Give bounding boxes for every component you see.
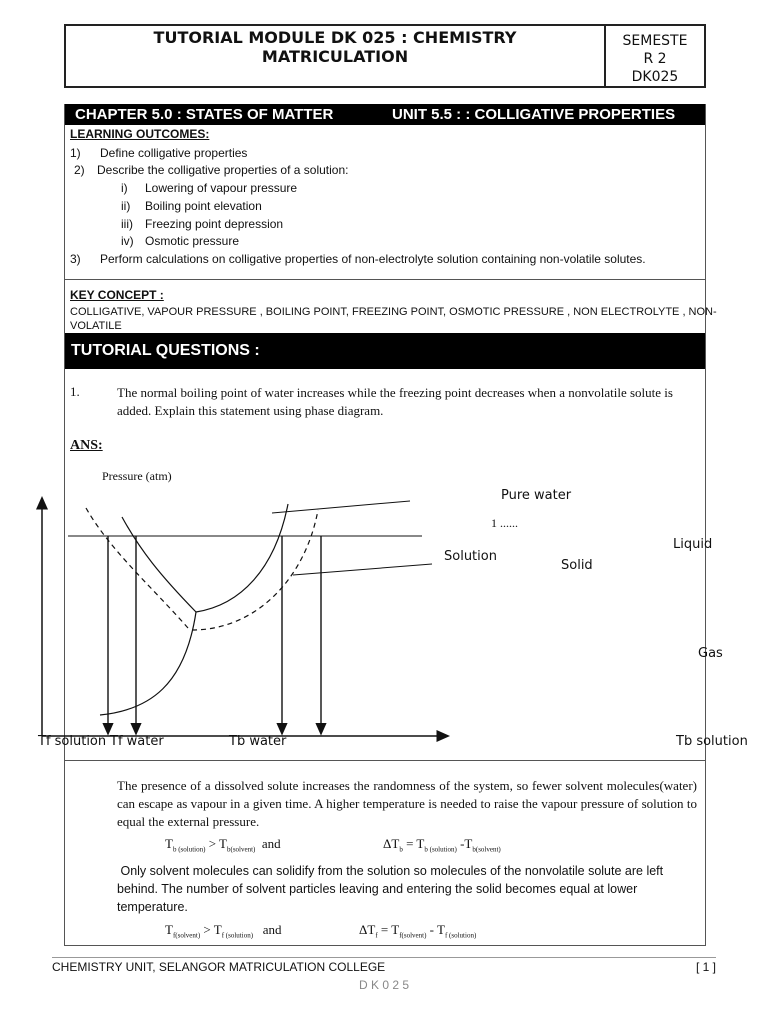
module-header (64, 24, 706, 88)
boiling-point-equation (165, 836, 281, 854)
header-divider (604, 26, 606, 86)
freezing-point-equation (165, 922, 282, 940)
module-title-line1: TUTORIAL MODULE DK 025 : CHEMISTRY (153, 28, 517, 47)
chapter-title: CHAPTER 5.0 : STATES OF MATTER (75, 106, 334, 123)
eq-term: = T (377, 922, 400, 937)
liquid-label: Liquid (673, 537, 713, 552)
semester-line1: SEMESTE (622, 33, 688, 49)
section-divider (65, 279, 705, 280)
eq-subscript: f (solution) (444, 931, 477, 940)
eq-and: and (261, 836, 281, 851)
eq-term: T (165, 836, 173, 851)
tf-solution-label: Tf solution (38, 734, 107, 749)
footer-code: D K 0 2 5 (358, 978, 410, 992)
answer-paragraph-1: The presence of a dissolved solute increases the randomness of the system, so fewer solvent molecules(water) can escape as vapour in a given time. A higher temperature is needed to raise the vapour pressure of solution to equal the external pressure. (117, 778, 697, 829)
outcome-num: iv) (121, 234, 134, 248)
solution-vapour-curve (192, 510, 318, 630)
outcome-text: Describe the colligative properties of a solution: (97, 163, 349, 177)
pure-water-fusion-curve (122, 517, 196, 612)
answer-label: ANS: (70, 438, 103, 453)
eq-subscript: b (solution) (424, 845, 457, 854)
chapter-bar (65, 104, 705, 125)
key-concept-line2: VOLATILE (70, 320, 122, 332)
semester-line2: R 2 (643, 51, 667, 67)
one-atm-label: 1 ...... (491, 516, 518, 530)
tb-solution-label: Tb solution (676, 734, 748, 749)
eq-subscript: b(solvent) (226, 845, 256, 854)
freezing-point-delta-equation (359, 922, 476, 940)
eq-subscript: b (solution) (172, 845, 206, 854)
eq-term: -T (456, 836, 473, 851)
solution-label: Solution (444, 549, 497, 564)
pure-water-pointer (272, 501, 410, 513)
eq-term: - T (426, 922, 445, 937)
semester-line3: DK025 (631, 69, 679, 85)
diagram-divider (65, 760, 705, 761)
eq-subscript: f (solution) (221, 931, 254, 940)
boiling-point-delta-equation (383, 836, 501, 854)
eq-subscript: f(solvent) (172, 931, 201, 940)
eq-term: = T (402, 836, 425, 851)
tutorial-questions-bar: TUTORIAL QUESTIONS : (65, 333, 705, 369)
eq-subscript: b (399, 845, 403, 854)
unit-title: UNIT 5.5 : : COLLIGATIVE PROPERTIES (392, 106, 676, 123)
eq-term: ΔT (359, 922, 376, 937)
pure-water-label: Pure water (501, 488, 572, 503)
outcome-text: Lowering of vapour pressure (145, 181, 298, 195)
eq-subscript: f(solvent) (399, 931, 427, 940)
answer-paragraph-2 (117, 862, 697, 916)
question-text: The normal boiling point of water increases while the freezing point decreases when a nonvolatile solute is added. Explain this statement using phase diagram. (117, 385, 673, 418)
outcome-num: iii) (121, 217, 133, 231)
key-concept-text (70, 305, 717, 333)
eq-term: > T (200, 922, 222, 937)
tf-water-label: Tf water (110, 734, 164, 749)
y-axis-label: Pressure (atm) (102, 469, 172, 483)
eq-subscript: f (375, 931, 378, 940)
gas-label: Gas (698, 646, 723, 661)
outcome-text: Perform calculations on colligative properties of non-electrolyte solution containing non-volatile solutes. (100, 252, 646, 266)
tb-water-label: Tb water (229, 734, 287, 749)
eq-subscript: b(solvent) (472, 845, 501, 854)
sublimation-curve (100, 612, 196, 715)
outcome-num: ii) (121, 199, 131, 213)
footer-page-number: [ 1 ] (695, 960, 716, 974)
key-concept-title: KEY CONCEPT : (70, 288, 164, 302)
footer-rule (52, 957, 716, 958)
question-number: 1. (70, 384, 80, 399)
phase-diagram (0, 460, 768, 760)
solid-label: Solid (561, 558, 593, 573)
answer-paragraph-2-text: Only solvent molecules can solidify from the solution so molecules of the nonvolatile solute are left behind. The number of solvent particles leaving and entering the solid becomes equal at lower temperature. (117, 864, 664, 914)
outcome-text: Osmotic pressure (145, 234, 240, 248)
learning-outcomes-title: LEARNING OUTCOMES: (70, 127, 210, 141)
outcome-num: 2) (74, 163, 85, 177)
outcome-text: Define colligative properties (100, 146, 248, 160)
solution-fusion-curve (86, 508, 188, 628)
solution-pointer (293, 564, 432, 575)
outcome-num: 1) (70, 146, 81, 160)
outcome-num: i) (121, 181, 128, 195)
outcome-text: Boiling point elevation (145, 199, 262, 213)
footer-college: CHEMISTRY UNIT, SELANGOR MATRICULATION COLLEGE (52, 960, 386, 974)
key-concept-line1: COLLIGATIVE, VAPOUR PRESSURE , BOILING POINT, FREEZING POINT, OSMOTIC PRESSURE , NON ELECTROLYTE , NON- (70, 306, 717, 318)
eq-term: > T (205, 836, 227, 851)
semester-cell (608, 32, 702, 86)
eq-and: and (262, 922, 282, 937)
module-title-line2: MATRICULATION (261, 47, 409, 66)
module-title (66, 28, 604, 66)
outcome-num: 3) (70, 252, 81, 266)
eq-term: ΔT (383, 836, 400, 851)
eq-term: T (165, 922, 173, 937)
outcome-text: Freezing point depression (145, 217, 284, 231)
